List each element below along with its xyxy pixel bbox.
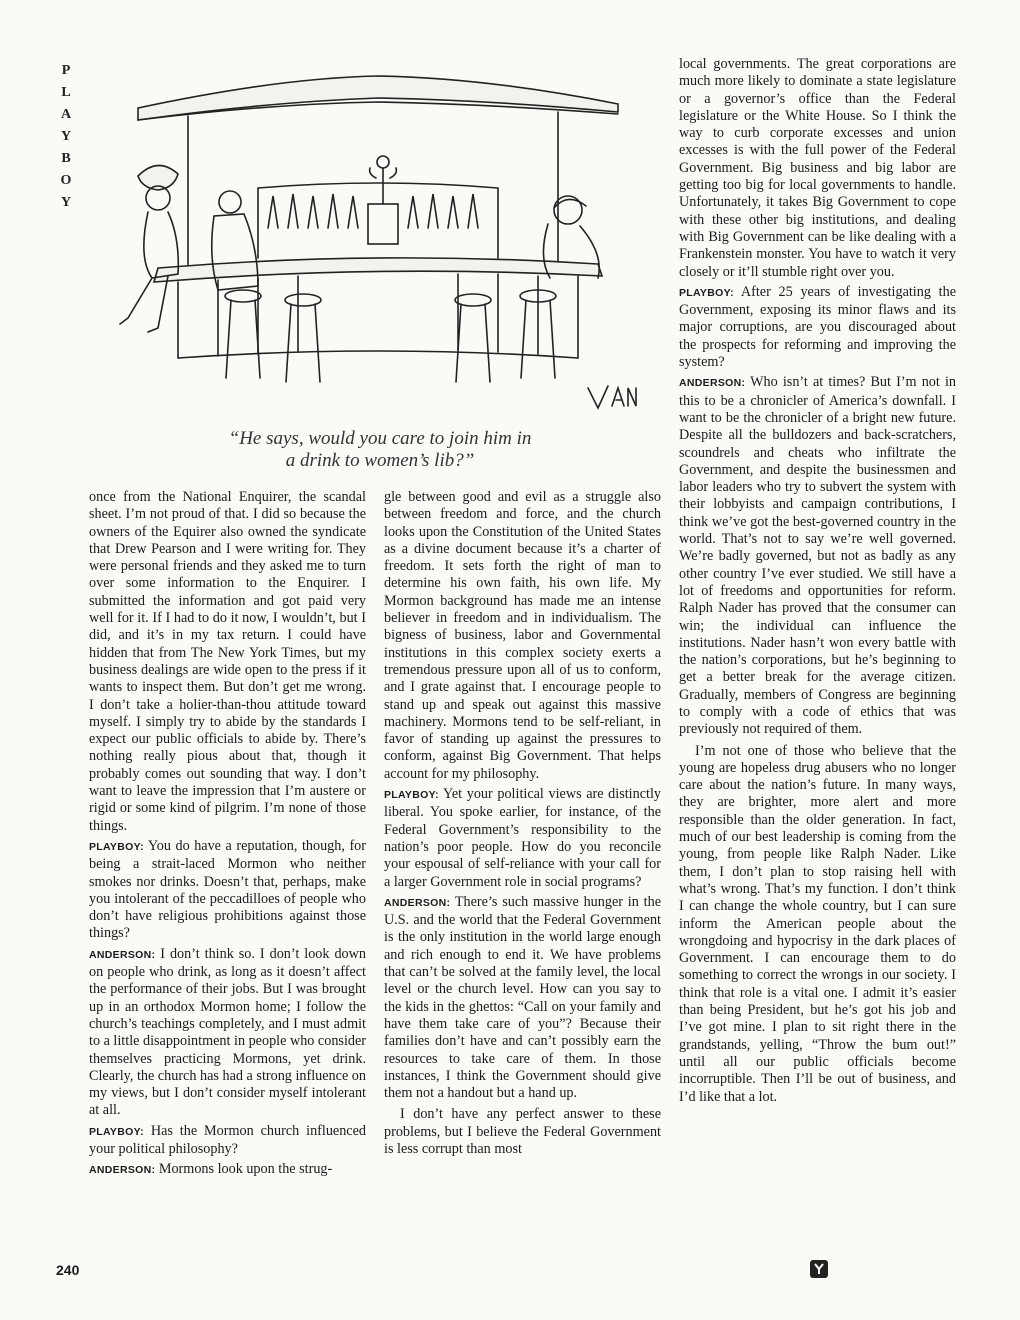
paragraph bbox=[89, 489, 366, 835]
speaker-label: PLAYBOY: bbox=[89, 840, 144, 853]
paragraph bbox=[679, 374, 956, 738]
paragraph-text: Mormons look upon the strug- bbox=[155, 1161, 333, 1178]
text-column-3 bbox=[679, 56, 956, 1106]
speaker-label: PLAYBOY: bbox=[679, 286, 734, 299]
masthead: P L A Y B O Y bbox=[60, 63, 72, 210]
paragraph-text: I don’t think so. I don’t look down on people who drink, as long as it doesn’t affect the performance of their jobs. But I was brought up in an orthodox Mormon home; I follow the church’s teachings completely, and I must admit to a little disappointment in people who consider themselves practicing Mormons, yet drink. Clearly, the church has had a strong influence on my views, but I don’t consider myself intolerant at all. bbox=[89, 945, 366, 1119]
paragraph-text: Has the Mormon church influenced your political philosophy? bbox=[89, 1122, 366, 1157]
speaker-label: PLAYBOY: bbox=[384, 789, 439, 802]
paragraph bbox=[384, 489, 661, 783]
paragraph bbox=[384, 894, 661, 1103]
paragraph-text: I don’t have any perfect answer to these problems, but I believe the Federal Government is less corrupt than most bbox=[384, 1106, 661, 1157]
speaker-label: ANDERSON: bbox=[679, 377, 746, 390]
paragraph-text: After 25 years of investigating the Government, exposing its minor flaws and its major corruptions, are you discouraged about the prospects for reforming and improving the system? bbox=[679, 283, 956, 371]
text-column-2 bbox=[384, 489, 661, 1158]
caption-line-2: a drink to women’s lib?” bbox=[285, 450, 475, 471]
paragraph bbox=[679, 743, 956, 1106]
paragraph bbox=[384, 786, 661, 891]
cartoon-illustration bbox=[118, 28, 638, 420]
paragraph bbox=[679, 284, 956, 371]
paragraph bbox=[89, 946, 366, 1120]
paragraph-text: gle between good and evil as a struggle also between freedom and force, and the church looks upon the Constitution of the United States as a divine document because it’s a charter of freedom. It sets forth the right of man to determine his own faith, his own life. My Mormon background has made me an intense believer in freedom and in individualism. The bigness of business, labor and Governmental institutions in this complex society exerts a tremendous pressure upon all of us to conform, and I grate against that. I encourage people to stand up and speak out against this massive machinery. Mormons tend to be self-reliant, in favor of standing up against the pressures to conform, against Big Government. That helps account for my philosophy. bbox=[384, 489, 661, 782]
paragraph-text: Yet your political views are distinctly liberal. You spoke earlier, for instance, of the Federal Government’s responsibility to the nation’s poor people. How do you reconcile your espousal of self-reliance with your call for a larger Government role in social programs? bbox=[384, 786, 661, 890]
paragraph-text: Who isn’t at times? But I’m not in this to be a chronicler of America’s downfall. I want to be the chronicler of a bright new future. Despite all the bulldozers and back-scratchers, scoundrels and cheats who infiltrate the Government, and despite the businessmen and labor leaders who try to subvert the system with their lobbyists and campaign contributions, I think we’ve got the best-governed country in the world. That’s not to say we’re well governed. We’re badly governed, but not as badly as any other country I’ve ever studied. We still have a lot of freedoms and opportunities for reform. Ralph Nader has proved that the consumer can win; the individual can influence the institutions. Nader hasn’t won every battle with the nation’s corporations, but he’s beginning to get a better break for the average citizen. Gradually, members of Congress are beginning to comply with a code of ethics that was previously not required of them. bbox=[679, 374, 956, 738]
speaker-label: PLAYBOY: bbox=[89, 1125, 144, 1138]
speaker-label: ANDERSON: bbox=[89, 1164, 156, 1177]
text-column-1 bbox=[89, 489, 366, 1180]
paragraph bbox=[89, 1161, 366, 1179]
paragraph-text: local governments. The great corporations are much more likely to dominate a state legislature or a governor’s office than the Federal legislature or the White House. So I think the way to curb corporate excesses and union excesses is with the full power of the Federal Government. Big business and big labor are getting too big for local governments to handle. Unfortunately, it takes Big Government to cope with these other big institutions, and dealing with Big Government can be like dealing with a Frankenstein monster. You have to watch it very closely or it’ll stumble right over you. bbox=[679, 56, 956, 280]
speaker-label: ANDERSON: bbox=[384, 896, 451, 909]
end-mark-icon bbox=[810, 1260, 828, 1278]
paragraph bbox=[89, 1123, 366, 1159]
paragraph-text: I’m not one of those who believe that the young are hopeless drug abusers who no longer care about the nation’s future. In many ways, they are brighter, more alert and more responsible than the older generation. In fact, much of our best leadership is coming from the young, from people like Ralph Nader. Like them, I don’t plan to stop raising hell with what’s wrong. That’s my function. I don’t think I can change the whole country, but I can sure inform the American people about the wrongdoing and hypocrisy in the dark places of Government. I can encourage them to do something to correct the wrongs in our society. I think that role is a vital one. I admit it’s easier than being President, but he’s got his job and I’ve got mine. I plan to sit right there in the grandstands, yelling, “Throw the bum out!” until all our public officials become incorruptible. Then I’ll be out of business, and I’d like that a lot. bbox=[679, 742, 956, 1105]
paragraph bbox=[384, 1106, 661, 1158]
paragraph-text: You do have a reputation, though, for being a strait-laced Mormon who neither smokes nor drinks. Doesn’t that, perhaps, make you intolerant of the peccadilloes of people who don’t have religious prohibitions against those things? bbox=[89, 837, 366, 942]
paragraph-text: once from the National Enquirer, the scandal sheet. I’m not proud of that. I did so because the owners of the Equirer also owned the syndicate that Drew Pearson and I were writing for. They were personal friends and they asked me to turn over some information to the Enquirer. I submitted the information and got paid very well for it. If I had to do it now, I wouldn’t, but I did, and it’s in my tax return. I could have hidden that from The New York Times, but my business dealings are wide open to the press if it wants to inspect them. But don’t get me wrong. I don’t take a holier-than-thou attitude toward myself. I simply try to abide by the standards I expect our public officials to abide by. There’s nothing really pious about that, though it probably comes out sounding that way. I don’t want to leave the impression that I’m austere or rigid or some kind of pilgrim. I’m none of those things. bbox=[89, 489, 366, 834]
paragraph-text: There’s such massive hunger in the U.S. and the world that the Federal Government is the only institution in the world large enough and rich enough to end it. We have problems that can’t be solved at the family level, the local level or the church level. How can you say to the kids in the ghettos: “Call on your family and have them take care of you”? Because their families don’t have and can’t possibly earn the resources to take care of them. In those instances, I think the Government should give them not a handout but a hand up. bbox=[384, 893, 661, 1102]
caption-line-1: “He says, would you care to join him in bbox=[228, 428, 532, 449]
paragraph bbox=[679, 56, 956, 281]
paragraph bbox=[89, 838, 366, 943]
page-number: 240 bbox=[56, 1262, 80, 1278]
cartoon-caption bbox=[160, 428, 600, 472]
speaker-label: ANDERSON: bbox=[89, 948, 156, 961]
